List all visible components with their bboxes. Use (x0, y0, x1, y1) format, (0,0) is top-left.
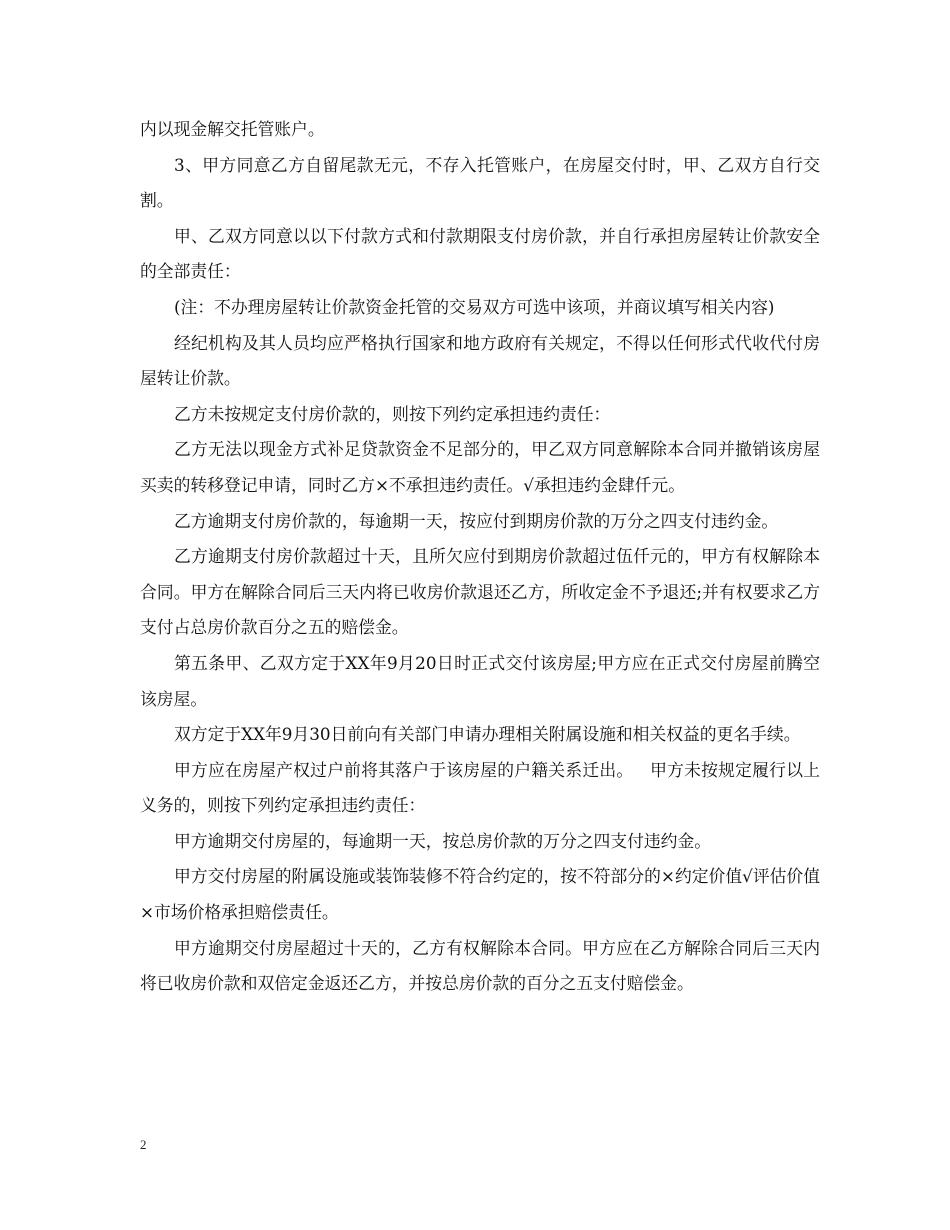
paragraph-3: 甲、乙双方同意以以下付款方式和付款期限支付房价款，并自行承担房屋转让价款安全的全部责任： (140, 225, 820, 282)
document-body (140, 112, 820, 1002)
paragraph-15: 甲方逾期交付房屋超过十天的，乙方有权解除本合同。甲方应在乙方解除合同后三天内将已收房价款和双倍定金返还乙方，并按总房价款的百分之五支付赔偿金。 (140, 937, 820, 994)
page-number: 2 (140, 1137, 147, 1152)
paragraph-12: 甲方应在房屋产权过户前将其落户于该房屋的户籍关系迁出。 甲方未按规定履行以上义务的，则按下列约定承担违约责任： (140, 759, 820, 816)
paragraph-4: (注：不办理房屋转让价款资金托管的交易双方可选中该项，并商议填写相关内容) (174, 296, 775, 317)
paragraph-11: 双方定于XX年9月30日前向有关部门申请办理相关附属设施和相关权益的更名手续。 (174, 724, 801, 745)
paragraph-13: 甲方逾期交付房屋的，每逾期一天，按总房价款的万分之四支付违约金。 (174, 830, 712, 851)
paragraph-10: 第五条甲、乙双方定于XX年9月20日时正式交付该房屋;甲方应在正式交付房屋前腾空该房屋。 (140, 652, 820, 709)
paragraph-1: 内以现金解交托管账户。 (140, 119, 325, 139)
paragraph-8: 乙方逾期支付房价款的，每逾期一天，按应付到期房价款的万分之四支付违约金。 (174, 510, 779, 531)
paragraph-6: 乙方未按规定支付房价款的，则按下列约定承担违约责任： (174, 403, 611, 424)
paragraph-2: 3、甲方同意乙方自留尾款无元，不存入托管账户，在房屋交付时，甲、乙双方自行交割。 (140, 154, 820, 211)
paragraph-14: 甲方交付房屋的附属设施或装饰装修不符合约定的，按不符部分的×约定价值√评估价值×市场价格承担赔偿责任。 (140, 866, 820, 923)
paragraph-9: 乙方逾期支付房价款超过十天，且所欠应付到期房价款超过伍仟元的，甲方有权解除本合同。甲方在解除合同后三天内将已收房价款退还乙方，所收定金不予退还;并有权要求乙方支付占总房价款百分之五的赔偿金。 (140, 546, 820, 638)
paragraph-5: 经纪机构及其人员均应严格执行国家和地方政府有关规定，不得以任何形式代收代付房屋转让价款。 (140, 332, 820, 389)
paragraph-7: 乙方无法以现金方式补足贷款资金不足部分的，甲乙双方同意解除本合同并撤销该房屋买卖的转移登记申请，同时乙方×不承担违约责任。√承担违约金肆仟元。 (140, 439, 820, 495)
